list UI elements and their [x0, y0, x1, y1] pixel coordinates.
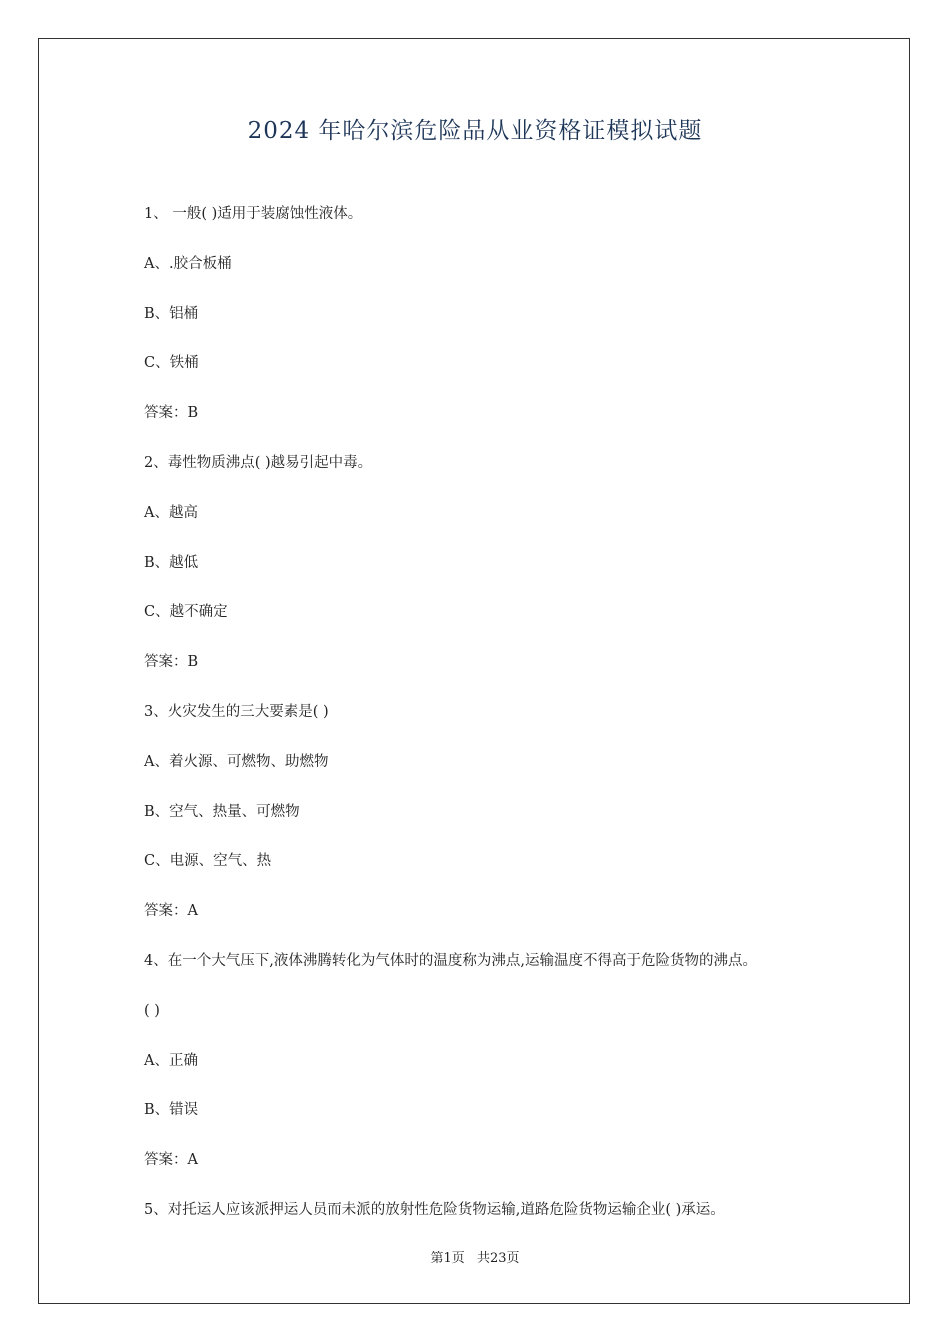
page-footer — [0, 1247, 950, 1266]
option-3a: A、着火源、可燃物、助燃物 — [144, 753, 329, 770]
question-5: 5、对托运人应该派押运人员而未派的放射性危险货物运输,道路危险货物运输企业( )承运。 — [144, 1201, 725, 1218]
document-title: 2024 年哈尔滨危险品从业资格证模拟试题 — [247, 118, 703, 144]
question-4: 4、在一个大气压下,液体沸腾转化为气体时的温度称为沸点,运输温度不得高于危险货物的沸点。 — [144, 952, 757, 969]
option-3b: B、空气、热量、可燃物 — [144, 803, 300, 820]
page-total: 共23页 — [476, 1251, 520, 1266]
option-1b: B、铝桶 — [144, 305, 199, 322]
question-3: 3、火灾发生的三大要素是( ) — [144, 703, 329, 720]
option-2a: A、越高 — [144, 504, 198, 521]
option-1c: C、铁桶 — [144, 355, 199, 372]
answer-2: 答案：B — [144, 654, 199, 671]
question-2: 2、毒性物质沸点( )越易引起中毒。 — [144, 454, 373, 471]
option-1a: A、.胶合板桶 — [144, 255, 232, 272]
option-4a: A、正确 — [144, 1052, 198, 1069]
question-4-bracket: ( ) — [144, 1002, 160, 1019]
answer-3: 答案：A — [144, 903, 198, 920]
option-2b: B、越低 — [144, 554, 199, 571]
answer-1: 答案：B — [144, 405, 199, 422]
option-2c: C、越不确定 — [144, 604, 228, 621]
question-1: 1、 一般( )适用于装腐蚀性液体。 — [144, 206, 363, 222]
option-3c: C、电源、空气、热 — [144, 853, 272, 870]
page-number: 第1页 — [430, 1251, 465, 1266]
question-list — [144, 200, 844, 1246]
option-4b: B、错误 — [144, 1102, 199, 1119]
answer-4: 答案：A — [144, 1152, 198, 1169]
